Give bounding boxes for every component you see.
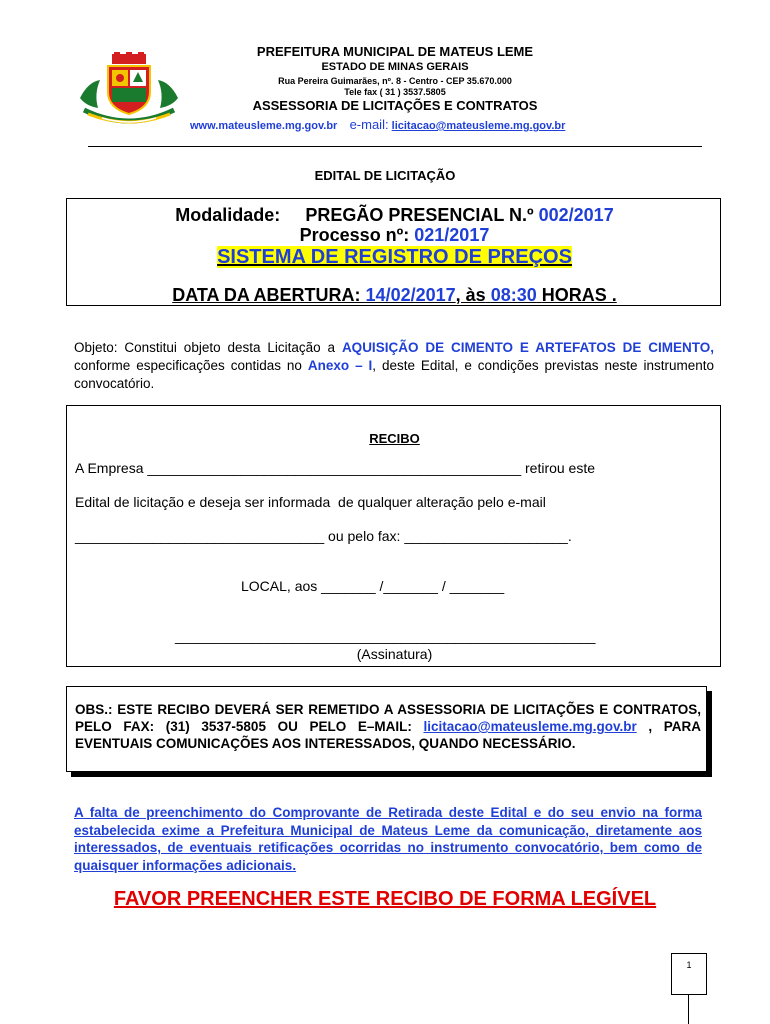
- objeto-anexo: Anexo – I: [307, 358, 373, 373]
- favor-notice: FAVOR PREENCHER ESTE RECIBO DE FORMA LEGÍVEL: [113, 888, 657, 910]
- recibo-title: RECIBO: [369, 431, 420, 446]
- objeto-highlight: AQUISIÇÃO DE CIMENTO E ARTEFATOS DE CIMENTO,: [341, 340, 714, 355]
- obs-box: [66, 686, 707, 772]
- abertura-label: DATA DA ABERTURA:: [172, 285, 361, 305]
- recibo-empresa-line[interactable]: A Empresa ________________________________________________ retirou este: [75, 460, 596, 476]
- page-number: 1: [686, 960, 692, 970]
- processo-line: [67, 225, 722, 246]
- objeto-intro: Objeto: Constitui objeto desta Licitação a: [74, 340, 336, 355]
- recibo-contact-line[interactable]: ________________________________ ou pelo fax: _____________________.: [75, 528, 572, 544]
- objeto-mid: conforme especificações contidas no: [74, 358, 302, 373]
- document-title: EDITAL DE LICITAÇÃO: [314, 168, 456, 183]
- obs-email-link[interactable]: licitacao@mateusleme.mg.gov.br: [423, 719, 637, 734]
- org-phone: Tele fax ( 31 ) 3537.5805: [344, 87, 446, 97]
- coat-of-arms-logo-icon: [78, 52, 180, 126]
- objeto-end: , deste Edital, e condições previstas neste instrumento convocatório.: [74, 358, 714, 391]
- srp-text: SISTEMA DE REGISTRO DE PREÇOS: [217, 246, 572, 268]
- obs-text-b: , PARA EVENTUAIS COMUNICAÇÕES AOS INTERESSADOS, QUANDO NECESSÁRIO.: [75, 719, 701, 751]
- signature-line[interactable]: ______________________________________________________: [175, 628, 596, 644]
- abertura-time: 08:30: [490, 285, 537, 305]
- recibo-edital-line: Edital de licitação e deseja ser informada de qualquer alteração pelo e-mail: [75, 494, 546, 510]
- email-label: e-mail:: [349, 117, 389, 132]
- abertura-suffix: HORAS .: [541, 285, 617, 305]
- obs-text-a: OBS.: ESTE RECIBO DEVERÁ SER REMETIDO A ASSESSORIA DE LICITAÇÕES E CONTRATOS, PELO FAX: (31) 3537-5805 OU PELO E–MAIL:: [75, 702, 701, 734]
- abertura-as: , às: [455, 285, 486, 305]
- email-link[interactable]: licitacao@mateusleme.mg.gov.br: [391, 120, 566, 132]
- website-link[interactable]: www.mateusleme.mg.gov.br: [190, 120, 338, 132]
- org-address: Rua Pereira Guimarães, nº. 8 - Centro - CEP 35.670.000: [278, 76, 512, 86]
- modalidade-line: [67, 205, 722, 226]
- header-divider: [88, 146, 702, 147]
- pregao-number: 002/2017: [538, 205, 614, 225]
- header-contacts: [190, 117, 565, 132]
- srp-heading: [67, 246, 722, 269]
- org-name: PREFEITURA MUNICIPAL DE MATEUS LEME: [256, 44, 534, 59]
- state-name: ESTADO DE MINAS GERAIS: [321, 61, 469, 73]
- page-number-box: [671, 953, 707, 995]
- signature-label: (Assinatura): [356, 646, 433, 662]
- obs-text: [75, 701, 701, 752]
- abertura-date: 14/02/2017: [365, 285, 456, 305]
- objeto-paragraph: [74, 339, 714, 393]
- recibo-local-line[interactable]: LOCAL, aos _______ /_______ / _______: [241, 578, 505, 594]
- modalidade-value: PREGÃO PRESENCIAL N.º: [305, 205, 534, 225]
- abertura-line: [67, 285, 722, 306]
- department-name: ASSESSORIA DE LICITAÇÕES E CONTRATOS: [252, 98, 538, 113]
- edital-summary-box: [66, 198, 721, 306]
- modalidade-label: Modalidade:: [175, 205, 281, 225]
- page-number-tick: [688, 995, 689, 1024]
- aviso-paragraph: A falta de preenchimento do Comprovante de Retirada deste Edital e do seu envio na forma estabelecida exime a Prefeitura Municipal de Mateus Leme da comunicação, diretamente aos interessados, de eventuais retificações ocorridas no instrumento convocatório, bem como de quaisquer informações adicionais.: [74, 805, 702, 873]
- processo-number: 021/2017: [414, 225, 490, 245]
- processo-label: Processo nº:: [299, 225, 410, 245]
- recibo-box: [66, 405, 721, 667]
